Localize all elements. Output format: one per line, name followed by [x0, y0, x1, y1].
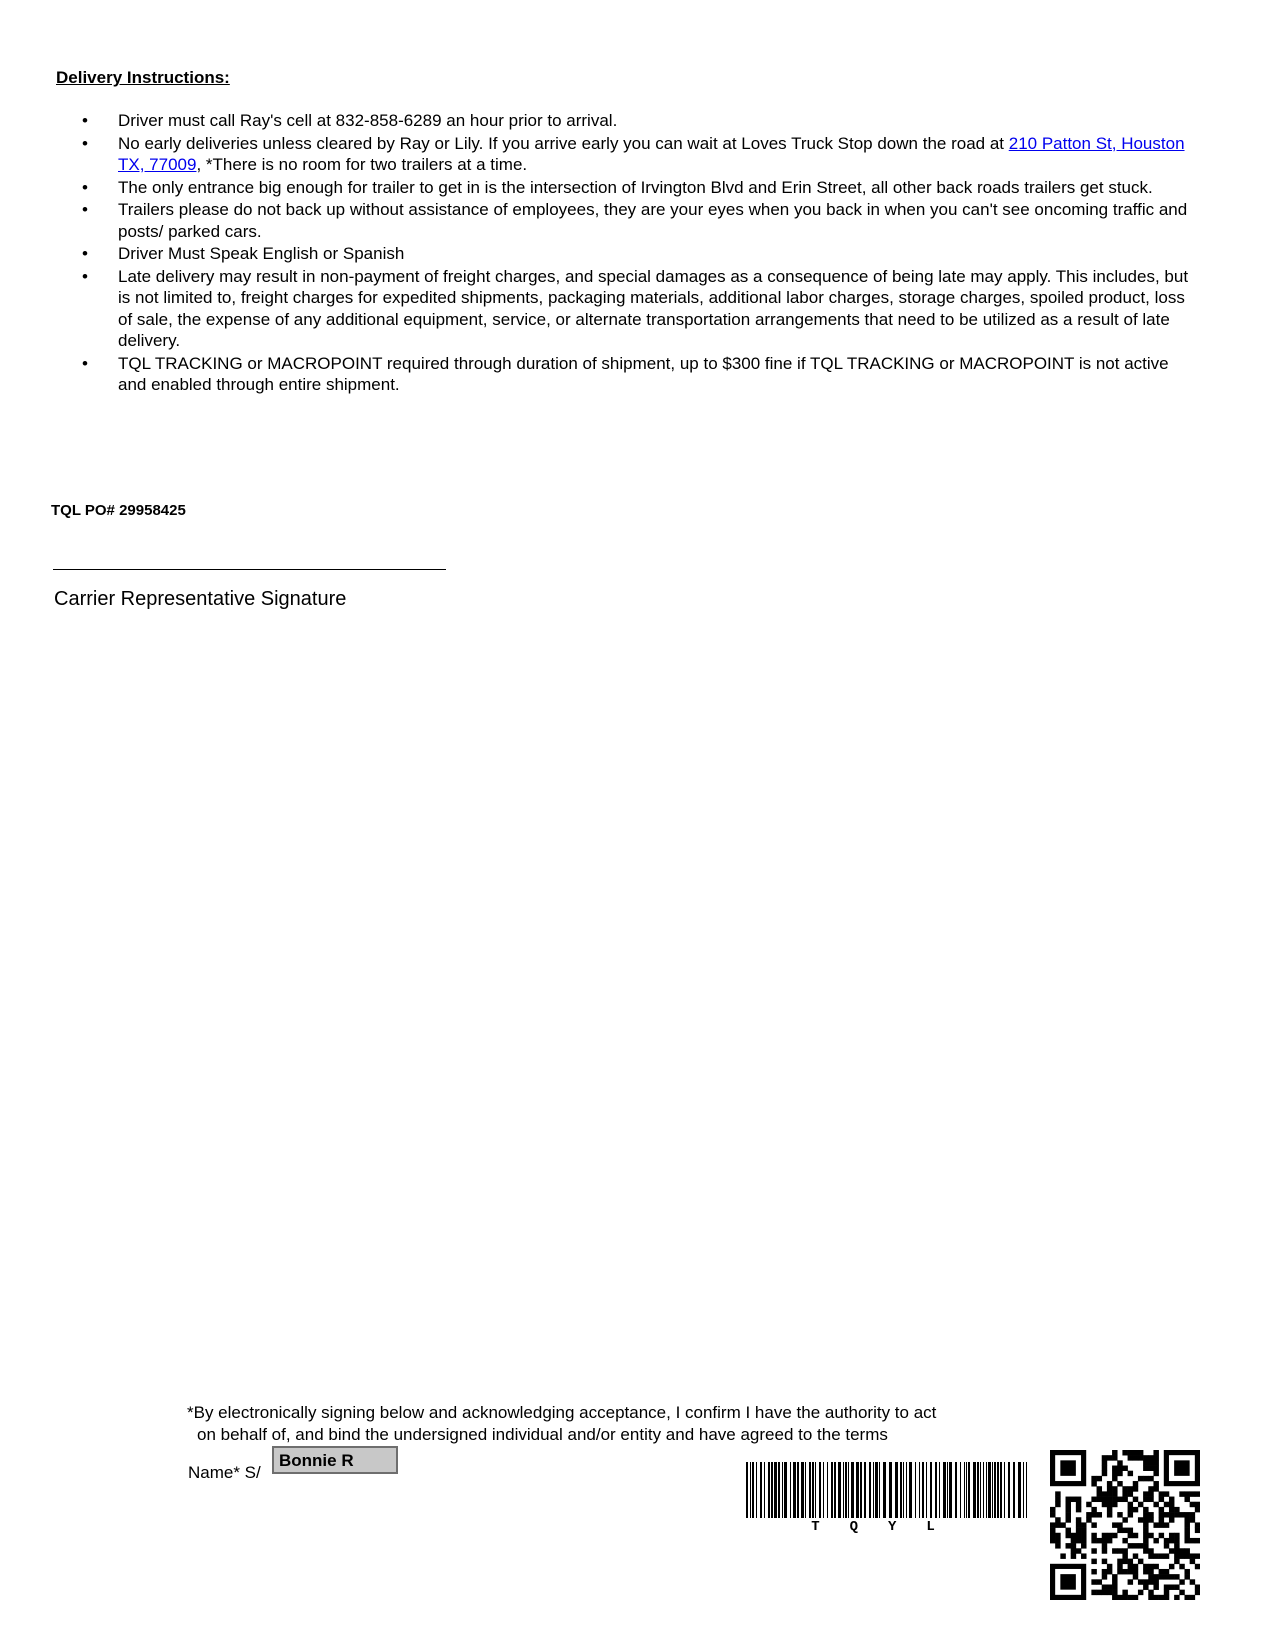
- bullet: •: [82, 177, 88, 197]
- signature-line: [53, 569, 446, 570]
- bullet: •: [82, 111, 88, 130]
- list-item: [82, 177, 1200, 199]
- name-field[interactable]: Bonnie R: [272, 1446, 398, 1474]
- list-item: [82, 266, 1200, 352]
- list-item: [82, 133, 1200, 176]
- delivery-instructions-heading: Delivery Instructions:: [56, 68, 230, 87]
- bullet: •: [82, 244, 88, 263]
- acknowledgment-text: [187, 1402, 936, 1445]
- bullet: •: [82, 133, 88, 153]
- barcode-icon: [746, 1462, 1030, 1518]
- acknowledgment-line-2: on behalf of, and bind the undersigned individual and/or entity and have agreed to the terms: [197, 1424, 888, 1444]
- list-item: [82, 243, 1200, 265]
- bullet: •: [82, 353, 88, 373]
- list-item: [82, 110, 1200, 132]
- barcode-caption: TQYL: [811, 1519, 965, 1535]
- po-number: TQL PO# 29958425: [51, 502, 186, 519]
- list-item-text: Trailers please do not back up without assistance of employees, they are your eyes when you back in when you can't see oncoming traffic and posts/ parked cars.: [118, 200, 1188, 241]
- delivery-instructions-list: [82, 110, 1200, 397]
- list-item-text: The only entrance big enough for trailer to get in is the intersection of Irvington Blvd and Erin Street, all other back roads trailers get stuck.: [118, 177, 1153, 197]
- list-item-text: , *There is no room for two trailers at a time.: [196, 155, 528, 174]
- name-label: Name* S/: [188, 1463, 261, 1482]
- list-item: [82, 353, 1200, 396]
- list-item-text: TQL TRACKING or MACROPOINT required through duration of shipment, up to $300 fine if TQL TRACKING or MACROPOINT is not active and enabled through entire shipment.: [118, 353, 1169, 394]
- address-link[interactable]: 210 Patton St, Houston TX, 77009: [118, 133, 1185, 174]
- bullet: •: [82, 266, 88, 286]
- bullet: •: [82, 200, 88, 219]
- list-item: [82, 199, 1200, 242]
- list-item-text: Driver must call Ray's cell at 832-858-6289 an hour prior to arrival.: [118, 111, 618, 130]
- list-item-text: Late delivery may result in non-payment of freight charges, and special damages as a consequence of being late may apply. This includes, but is not limited to, freight charges for expedited shipments, packaging materials, additional labor charges, storage charges, spoiled product, loss of sale, the expense of any additional equipment, service, or alternate transportation arrangements that need to be utilized as a result of late delivery.: [118, 266, 1189, 350]
- list-item-text: Driver Must Speak English or Spanish: [118, 244, 405, 263]
- signature-label: Carrier Representative Signature: [54, 588, 347, 610]
- qr-code-icon: [1050, 1450, 1200, 1600]
- acknowledgment-line-1: *By electronically signing below and acknowledging acceptance, I confirm I have the authority to act: [187, 1403, 937, 1422]
- list-item-text: No early deliveries unless cleared by Ray or Lily. If you arrive early you can wait at Loves Truck Stop down the road at: [118, 133, 1009, 153]
